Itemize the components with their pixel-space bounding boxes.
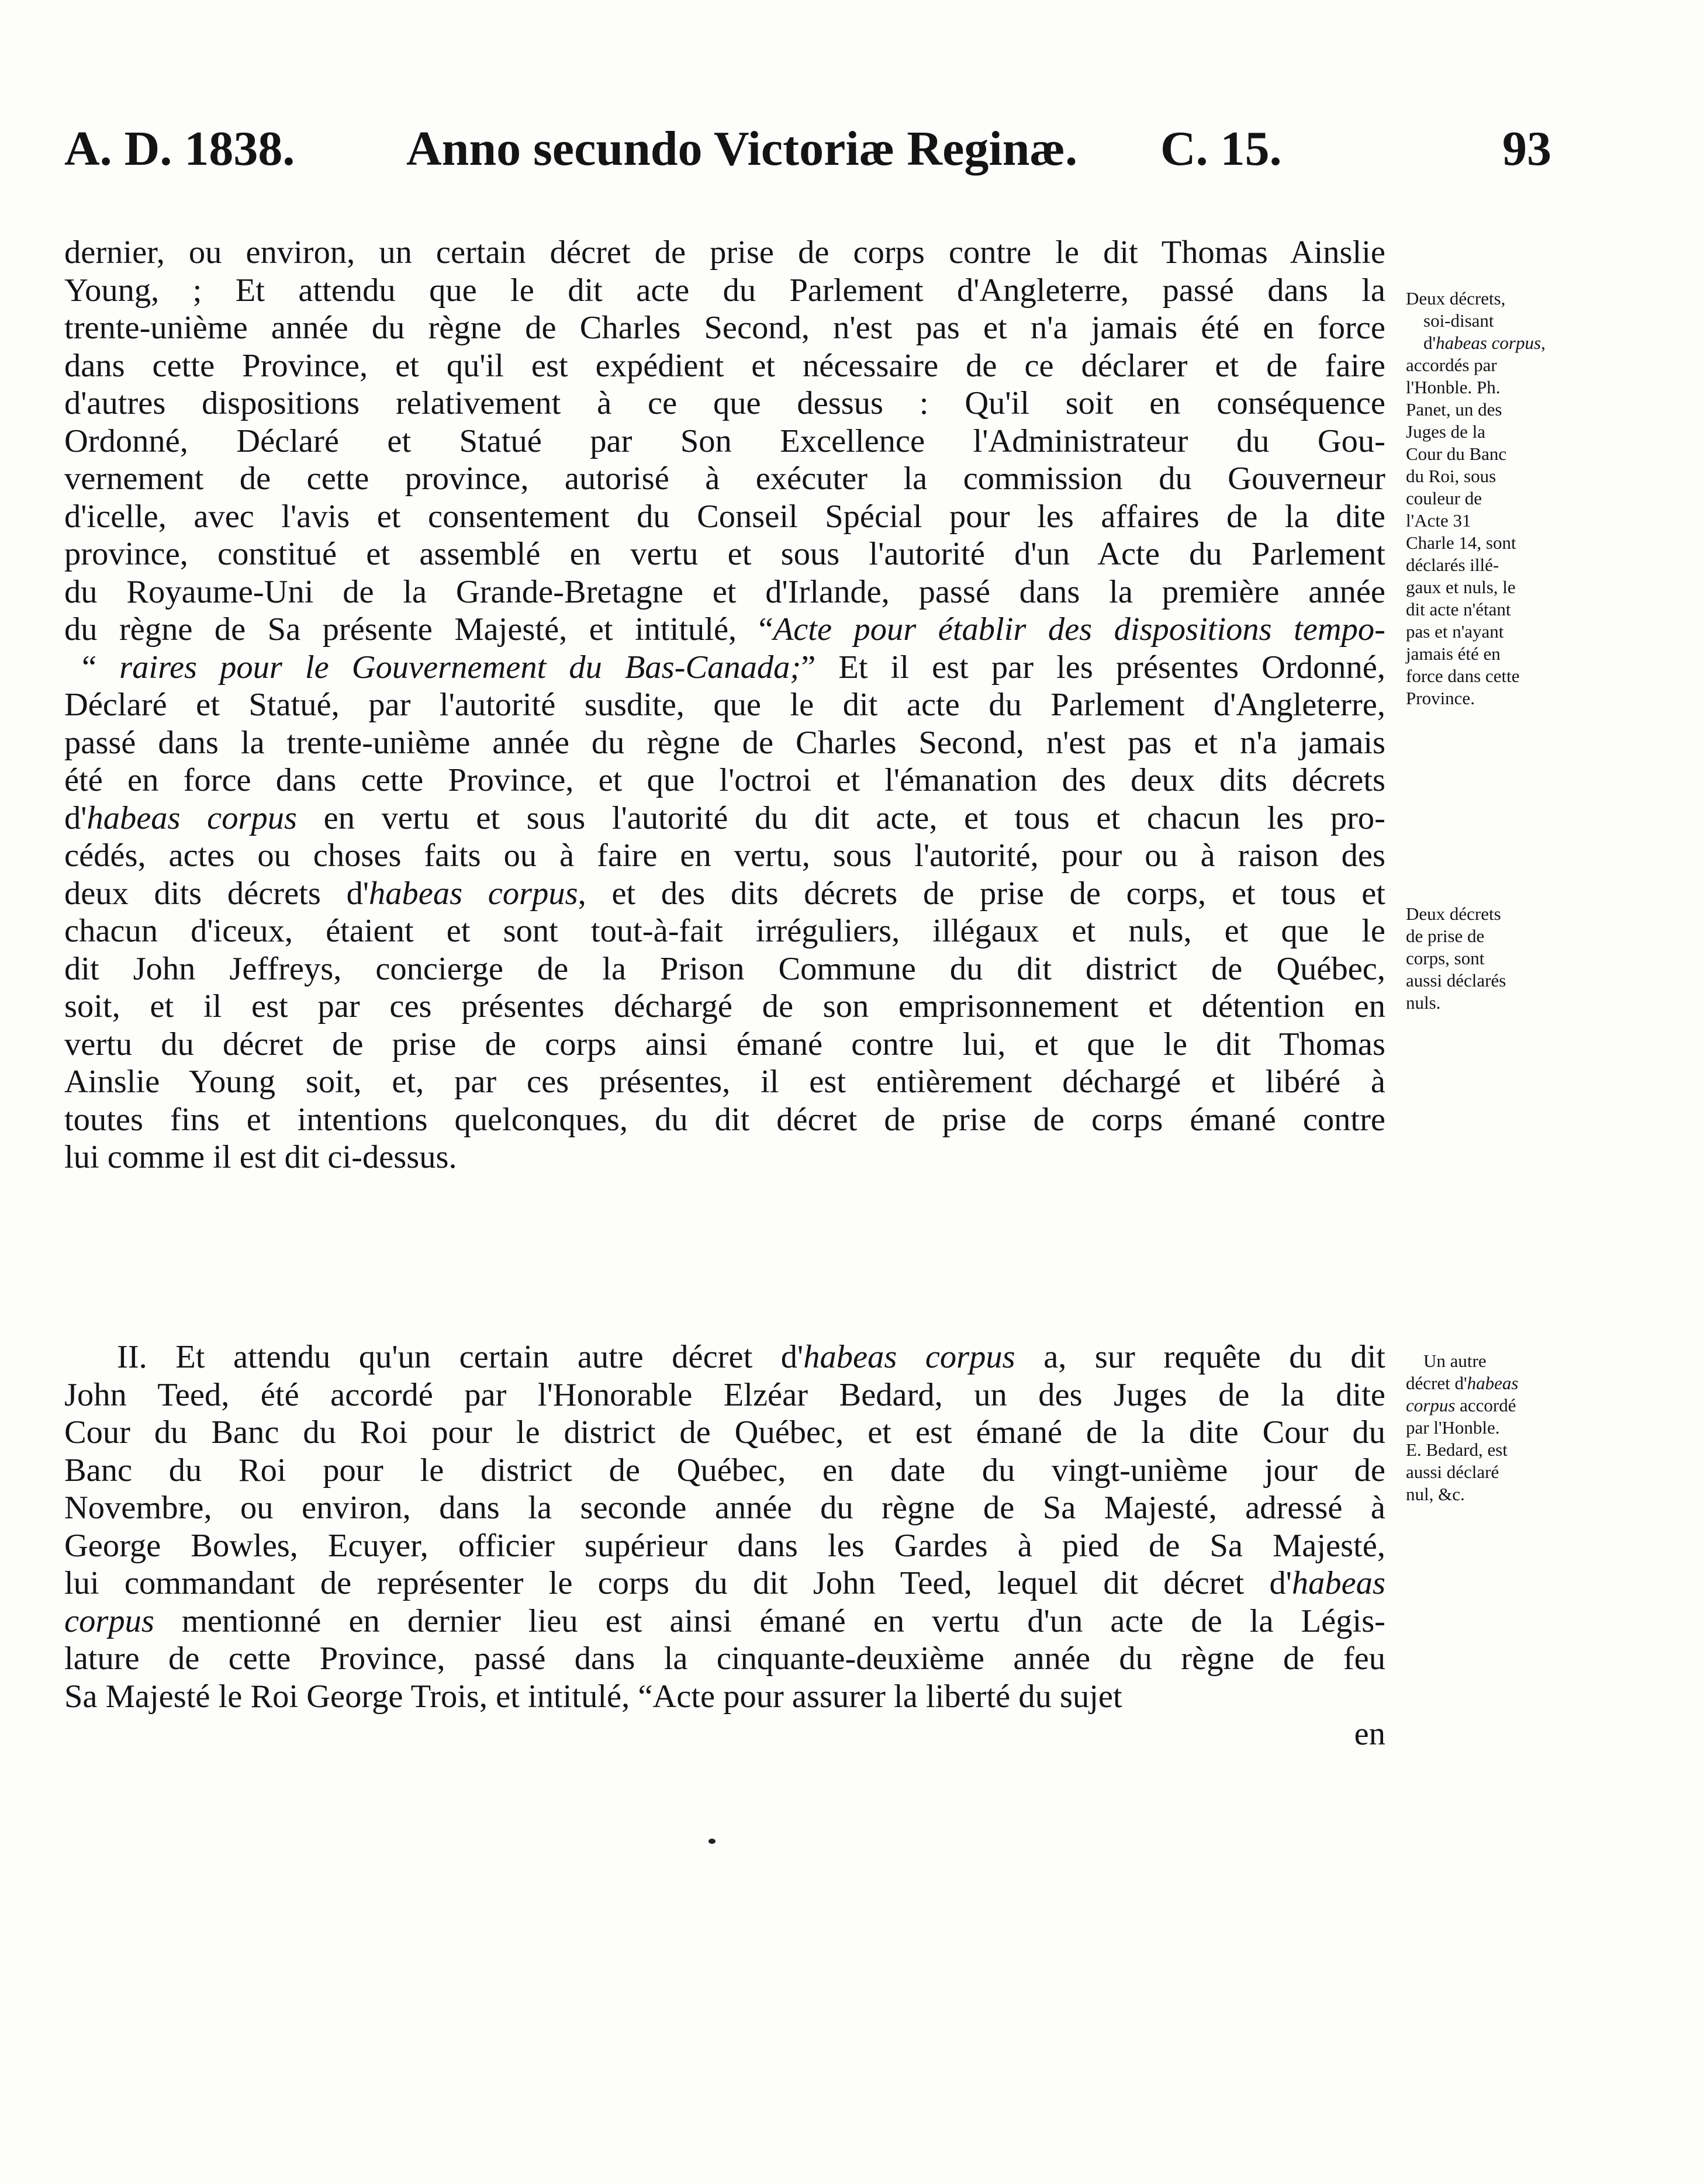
sidenote2-line	[1406, 903, 1575, 925]
paragraph1-line	[64, 347, 1385, 385]
sidenote1-line	[1406, 354, 1575, 376]
text-segment: II. Et attendu qu'un certain autre décret d'	[117, 1339, 804, 1375]
sidenote1-line	[1406, 643, 1575, 665]
italic-term: habeas	[1291, 1565, 1385, 1601]
text-segment: jamais été en	[1406, 643, 1501, 664]
header-title: Anno secundo Victoriæ Reginæ.	[406, 122, 1078, 176]
paragraph1-line	[64, 385, 1385, 423]
paragraph1-line	[64, 950, 1385, 988]
paragraph1-line	[64, 423, 1385, 461]
text-segment: Sa Majesté le Roi George Trois, et intitulé, “Acte pour assurer la liberté du sujet	[64, 1678, 1122, 1715]
text-segment: du Roi, sous	[1406, 466, 1496, 486]
text-segment: du Royaume-Uni de la Grande-Bretagne et d'Irlande, passé dans la première année	[64, 573, 1385, 610]
text-segment: dernier, ou environ, un certain décret de prise de corps contre le dit Thomas Ainslie	[64, 234, 1385, 271]
italic-term: habeas	[1467, 1373, 1519, 1393]
text-segment: du règne de Sa présente Majesté, et intitulé, “	[64, 611, 773, 648]
text-segment: passé dans la trente-unième année du règne de Charles Second, n'est pas et n'a jamais	[64, 724, 1385, 761]
sidenote1-line	[1406, 421, 1575, 443]
text-segment: Province.	[1406, 688, 1475, 708]
text-segment: cédés, actes ou choses faits ou à faire en vertu, sous l'autorité, pour ou à raison des	[64, 837, 1385, 874]
page-number: 93	[1502, 122, 1551, 176]
paragraph1-line	[64, 573, 1385, 611]
text-segment: Deux décrets	[1406, 904, 1501, 924]
text-segment: gaux et nuls, le	[1406, 577, 1516, 597]
paragraph2-line	[64, 1376, 1385, 1414]
text-segment: soit, et il est par ces présentes déchargé de son emprisonnement et détention en	[64, 988, 1385, 1024]
text-segment: Juges de la	[1406, 421, 1486, 442]
paragraph1-line	[64, 498, 1385, 536]
text-segment: d'	[64, 799, 87, 836]
text-segment: corps, sont	[1406, 948, 1485, 968]
sidenote1-line	[1406, 510, 1575, 532]
paragraph1-line	[64, 649, 1385, 687]
sidenote1-line	[1406, 532, 1575, 554]
text-segment: E. Bedard, est	[1406, 1439, 1508, 1460]
text-segment: lui commandant de représenter le corps du dit John Teed, lequel dit décret d'	[64, 1565, 1292, 1601]
paragraph2-line	[64, 1527, 1385, 1565]
text-segment: trente-unième année du règne de Charles Second, n'est pas et n'a jamais été en force	[64, 310, 1385, 346]
text-segment: lature de cette Province, passé dans la cinquante-deuxième année du règne de feu	[64, 1640, 1385, 1677]
header-chapter: C. 15.	[1160, 122, 1282, 176]
sidenote1-line	[1406, 554, 1575, 576]
text-segment: vernement de cette province, autorisé à exécuter la commission du Gouverneur	[64, 461, 1385, 497]
text-segment: Deux décrets,	[1406, 288, 1506, 309]
sidenote3-line	[1406, 1461, 1575, 1483]
italic-term: raires pour le Gouvernement du Bas-Canada;	[119, 649, 801, 686]
text-segment: aussi déclarés	[1406, 970, 1506, 991]
text-segment: de prise de	[1406, 926, 1485, 946]
text-segment: déclarés illé-	[1406, 555, 1499, 575]
sidenote2-line	[1406, 992, 1575, 1014]
text-segment: vertu du décret de prise de corps ainsi émané contre lui, et que le dit Thomas	[64, 1026, 1385, 1062]
text-segment: dit acte n'étant	[1406, 599, 1511, 619]
sidenote1-line	[1406, 443, 1575, 465]
text-segment: par l'Honble.	[1406, 1417, 1500, 1438]
text-segment: d'icelle, avec l'avis et consentement du Conseil Spécial pour les affaires de la dite	[64, 498, 1385, 535]
text-segment: ,	[1541, 333, 1546, 353]
paragraph1-line	[64, 272, 1385, 310]
margin-note-1	[1406, 288, 1575, 709]
text-segment: accordé	[1455, 1395, 1516, 1415]
text-segment: été en force dans cette Province, et que l'octroi et l'émanation des deux dits décrets	[64, 762, 1385, 798]
text-segment: Cour du Banc	[1406, 444, 1507, 464]
paragraph1-line	[64, 1063, 1385, 1101]
text-segment: couleur de	[1406, 488, 1482, 508]
text-segment: Novembre, ou environ, dans la seconde année du règne de Sa Majesté, adressé à	[64, 1490, 1385, 1526]
paragraph1-line	[64, 875, 1385, 913]
text-segment: toutes fins et intentions quelconques, du dit décret de prise de corps émané contre	[64, 1101, 1385, 1138]
paragraph1-line	[64, 460, 1385, 498]
text-segment: nul, &c.	[1406, 1484, 1465, 1504]
sidenote1-line	[1406, 310, 1575, 332]
text-segment: d'	[1423, 333, 1436, 353]
paragraph1-line	[64, 799, 1385, 837]
paragraph1-line	[64, 1026, 1385, 1064]
margin-note-2	[1406, 903, 1575, 1014]
paragraph1-line	[64, 611, 1385, 649]
text-segment: en vertu et sous l'autorité du dit acte, et tous et chacun les pro-	[296, 799, 1385, 836]
text-segment: Banc du Roi pour le district de Québec, en date du vingt-unième jour de	[64, 1452, 1385, 1489]
text-segment: nuls.	[1406, 992, 1441, 1013]
margin-note-3	[1406, 1350, 1575, 1505]
text-segment: soi-disant	[1423, 310, 1494, 331]
sidenote3-line	[1406, 1483, 1575, 1505]
header-year: A. D. 1838.	[64, 122, 295, 176]
text-segment: John Teed, été accordé par l'Honorable Elzéar Bedard, un des Juges de la dite	[64, 1376, 1385, 1413]
paragraph1-line	[64, 988, 1385, 1026]
sidenote1-line	[1406, 598, 1575, 621]
paragraph1-line	[64, 1138, 1385, 1176]
sidenote1-line	[1406, 288, 1575, 310]
sidenote1-line	[1406, 332, 1575, 354]
text-segment: ” Et il est par les présentes Ordonné,	[801, 649, 1386, 686]
paragraph1-line	[64, 309, 1385, 347]
sidenote2-line	[1406, 970, 1575, 992]
text-segment: décret d'	[1406, 1373, 1467, 1393]
text-segment: dit John Jeffreys, concierge de la Prison Commune du dit district de Québec,	[64, 950, 1385, 987]
ink-speck	[708, 1839, 716, 1844]
sidenote2-line	[1406, 947, 1575, 970]
paragraph-2-section-II	[64, 1338, 1385, 1753]
text-segment: province, constitué et assemblé en vertu et sous l'autorité d'un Acte du Parlement	[64, 536, 1385, 572]
text-segment: chacun d'iceux, étaient et sont tout-à-fait irréguliers, illégaux et nuls, et que le	[64, 913, 1385, 949]
sidenote3-line	[1406, 1417, 1575, 1439]
sidenote1-line	[1406, 487, 1575, 510]
text-segment: “	[82, 649, 120, 686]
sidenote3-line	[1406, 1394, 1575, 1417]
sidenote3-line	[1406, 1350, 1575, 1372]
paragraph2-line	[64, 1489, 1385, 1527]
text-segment: force dans cette	[1406, 666, 1520, 686]
text-segment: , et des dits décrets de prise de corps, et tous et	[578, 875, 1385, 912]
text-segment: George Bowles, Ecuyer, officier supérieur dans les Gardes à pied de Sa Majesté,	[64, 1527, 1385, 1564]
sidenote1-line	[1406, 576, 1575, 598]
paragraph2-line	[64, 1338, 1385, 1376]
text-segment: Un autre	[1423, 1351, 1487, 1371]
sidenote1-line	[1406, 621, 1575, 643]
text-segment: Charle 14, sont	[1406, 532, 1516, 553]
paragraph1-line	[64, 535, 1385, 573]
italic-term: habeas corpus	[369, 875, 578, 912]
sidenote1-line	[1406, 687, 1575, 709]
paragraph1-line	[64, 762, 1385, 799]
running-header	[64, 117, 1561, 181]
sidenote1-line	[1406, 465, 1575, 487]
text-segment: Ainslie Young soit, et, par ces présentes, il est entièrement déchargé et libéré à	[64, 1064, 1385, 1100]
text-segment: accordés par	[1406, 355, 1497, 375]
paragraph2-line	[64, 1565, 1385, 1602]
italic-term: Acte pour établir des dispositions tempo-	[773, 611, 1385, 648]
paragraph1-line	[64, 912, 1385, 950]
text-segment: pas et n'ayant	[1406, 621, 1504, 642]
text-segment: mentionné en dernier lieu est ainsi émané en vertu d'un acte de la Légis-	[154, 1602, 1385, 1639]
sidenote3-line	[1406, 1439, 1575, 1461]
text-segment: aussi déclaré	[1406, 1462, 1499, 1482]
paragraph1-line	[64, 724, 1385, 762]
text-segment: a, sur requête du dit	[1015, 1339, 1385, 1375]
paragraph2-line	[64, 1414, 1385, 1452]
paragraph1-line	[64, 837, 1385, 875]
paragraph1-line	[64, 1101, 1385, 1139]
text-segment: deux dits décrets d'	[64, 875, 369, 912]
text-segment: d'autres dispositions relativement à ce que dessus : Qu'il soit en conséquence	[64, 385, 1385, 421]
text-segment: l'Honble. Ph.	[1406, 377, 1501, 397]
text-segment: Ordonné, Déclaré et Statué par Son Excellence l'Administrateur du Gou-	[64, 423, 1385, 459]
italic-term: corpus	[1406, 1395, 1456, 1415]
text-segment: Panet, un des	[1406, 399, 1502, 420]
text-segment: Cour du Banc du Roi pour le district de Québec, et est émané de la dite Cour du	[64, 1414, 1385, 1451]
paragraph2-line	[64, 1715, 1385, 1753]
text-segment: dans cette Province, et qu'il est expédient et nécessaire de ce déclarer et de faire	[64, 347, 1385, 384]
sidenote1-line	[1406, 665, 1575, 687]
text-segment: Déclaré et Statué, par l'autorité susdite, que le dit acte du Parlement d'Angleterre,	[64, 687, 1385, 723]
sidenote3-line	[1406, 1372, 1575, 1394]
sidenote2-line	[1406, 925, 1575, 947]
paragraph1-line	[64, 234, 1385, 272]
italic-term: habeas corpus	[87, 799, 297, 836]
text-segment: l'Acte 31	[1406, 510, 1471, 531]
sidenote1-line	[1406, 399, 1575, 421]
paragraph2-line	[64, 1640, 1385, 1678]
paragraph2-line	[64, 1678, 1385, 1716]
text-segment: lui comme il est dit ci-dessus.	[64, 1139, 457, 1175]
paragraph2-line	[64, 1602, 1385, 1640]
paragraph-1	[64, 234, 1385, 1176]
text-segment: en	[1354, 1716, 1385, 1752]
paragraph2-line	[64, 1452, 1385, 1490]
italic-term: corpus	[64, 1602, 154, 1639]
italic-term: habeas corpus	[1436, 333, 1541, 353]
text-segment: Young, ; Et attendu que le dit acte du Parlement d'Angleterre, passé dans la	[64, 272, 1385, 309]
paragraph1-line	[64, 686, 1385, 724]
italic-term: habeas corpus	[803, 1339, 1015, 1375]
sidenote1-line	[1406, 376, 1575, 399]
